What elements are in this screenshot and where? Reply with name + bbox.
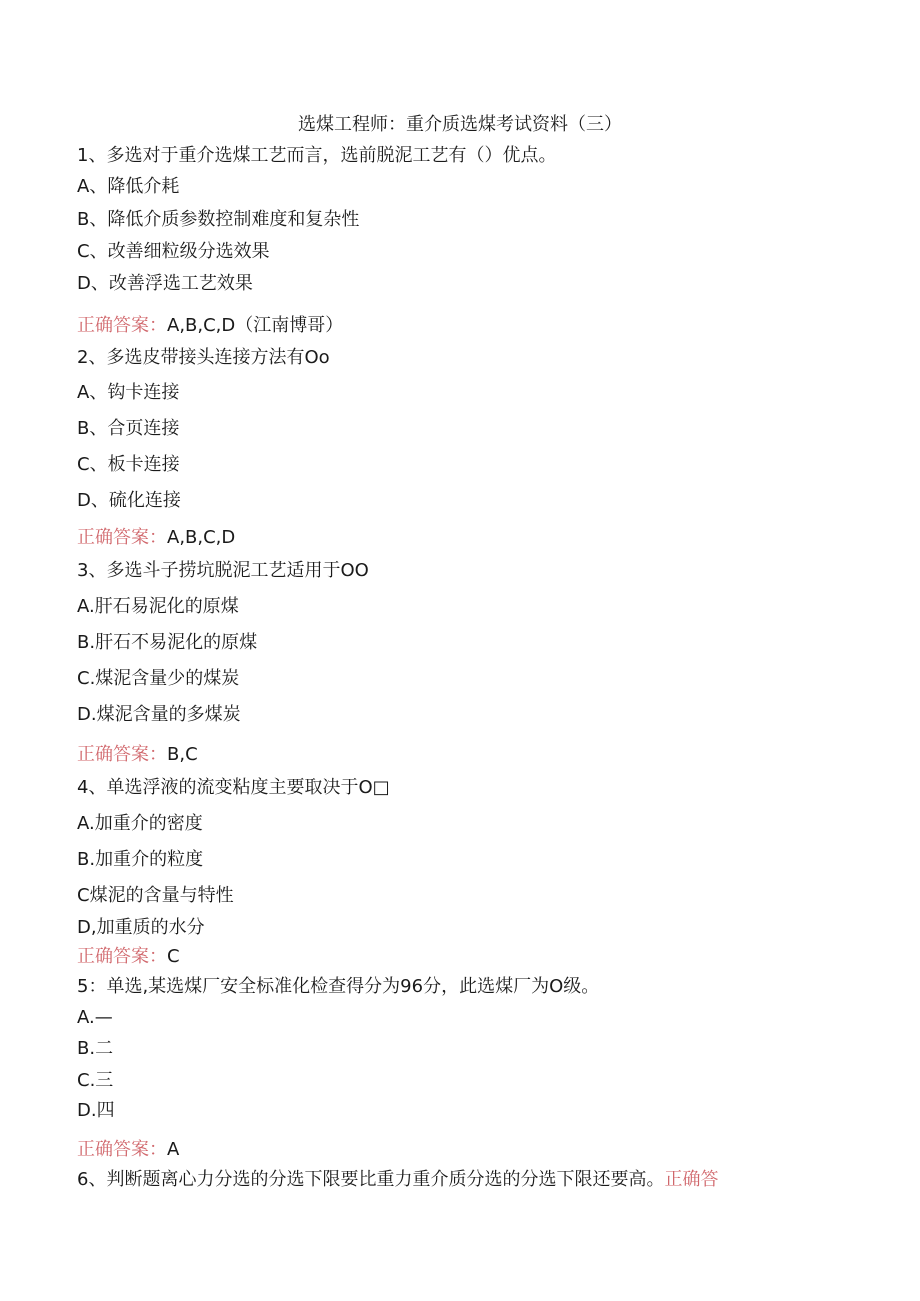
question-4-option-a: A.加重介的密度 — [77, 813, 203, 834]
answer-label: 正确答案： — [77, 744, 167, 765]
question-5-option-c: C.三 — [77, 1070, 114, 1091]
answer-label: 正确答案： — [77, 527, 167, 548]
question-5-option-b: B.二 — [77, 1038, 114, 1059]
question-4-answer — [77, 946, 180, 968]
question-6-answer-label-partial: 正确答 — [664, 1169, 719, 1190]
question-5-option-a: A.— — [77, 1007, 113, 1028]
answer-label: 正确答案： — [77, 1139, 167, 1160]
question-1-option-b: B、降低介质参数控制难度和复杂性 — [77, 209, 360, 230]
question-2-answer — [77, 527, 235, 549]
question-6-stem-text: 6、判断题离心力分选的分选下限要比重力重介质分选的分选下限还要高。 — [77, 1169, 665, 1190]
question-2-option-a: A、钩卡连接 — [77, 382, 180, 403]
question-5-answer — [77, 1139, 179, 1161]
question-4-option-d: D,加重质的水分 — [77, 917, 205, 938]
answer-value: C — [167, 946, 180, 967]
document-title: 选煤工程师：重介质选煤考试资料（三） — [298, 114, 622, 135]
question-6-stem — [77, 1169, 718, 1191]
question-3-option-d: D.煤泥含量的多煤炭 — [77, 704, 241, 725]
question-1-option-a: A、降低介耗 — [77, 176, 180, 197]
answer-value: A,B,C,D（江南博哥） — [167, 315, 344, 336]
question-3-answer — [77, 744, 198, 766]
question-1-stem: 1、多选对于重介选煤工艺而言，选前脱泥工艺有（）优点。 — [77, 145, 557, 166]
answer-value: A — [167, 1139, 180, 1160]
question-2-option-c: C、板卡连接 — [77, 454, 180, 475]
question-2-stem: 2、多选皮带接头连接方法有Oo — [77, 347, 330, 368]
question-5-option-d: D.四 — [77, 1100, 115, 1121]
question-4-stem: 4、单选浮液的流变粘度主要取决于O□ — [77, 777, 390, 798]
answer-value: B,C — [167, 744, 198, 765]
question-1-option-c: C、改善细粒级分选效果 — [77, 241, 270, 262]
question-1-answer — [77, 315, 343, 337]
question-3-option-c: C.煤泥含量少的煤炭 — [77, 668, 240, 689]
question-3-option-a: A.肝石易泥化的原煤 — [77, 596, 239, 617]
question-2-option-d: D、硫化连接 — [77, 490, 181, 511]
question-1-option-d: D、改善浮选工艺效果 — [77, 273, 253, 294]
question-4-option-b: B.加重介的粒度 — [77, 849, 204, 870]
answer-value: A,B,C,D — [167, 527, 236, 548]
question-3-stem: 3、多选斗子捞坑脱泥工艺适用于OO — [77, 560, 369, 581]
question-3-option-b: B.肝石不易泥化的原煤 — [77, 632, 258, 653]
answer-label: 正确答案： — [77, 315, 167, 336]
answer-label: 正确答案： — [77, 946, 167, 967]
question-5-stem: 5：单选,某选煤厂安全标准化检查得分为96分，此选煤厂为O级。 — [77, 976, 600, 997]
question-4-option-c: C煤泥的含量与特性 — [77, 885, 234, 906]
question-2-option-b: B、合页连接 — [77, 418, 180, 439]
